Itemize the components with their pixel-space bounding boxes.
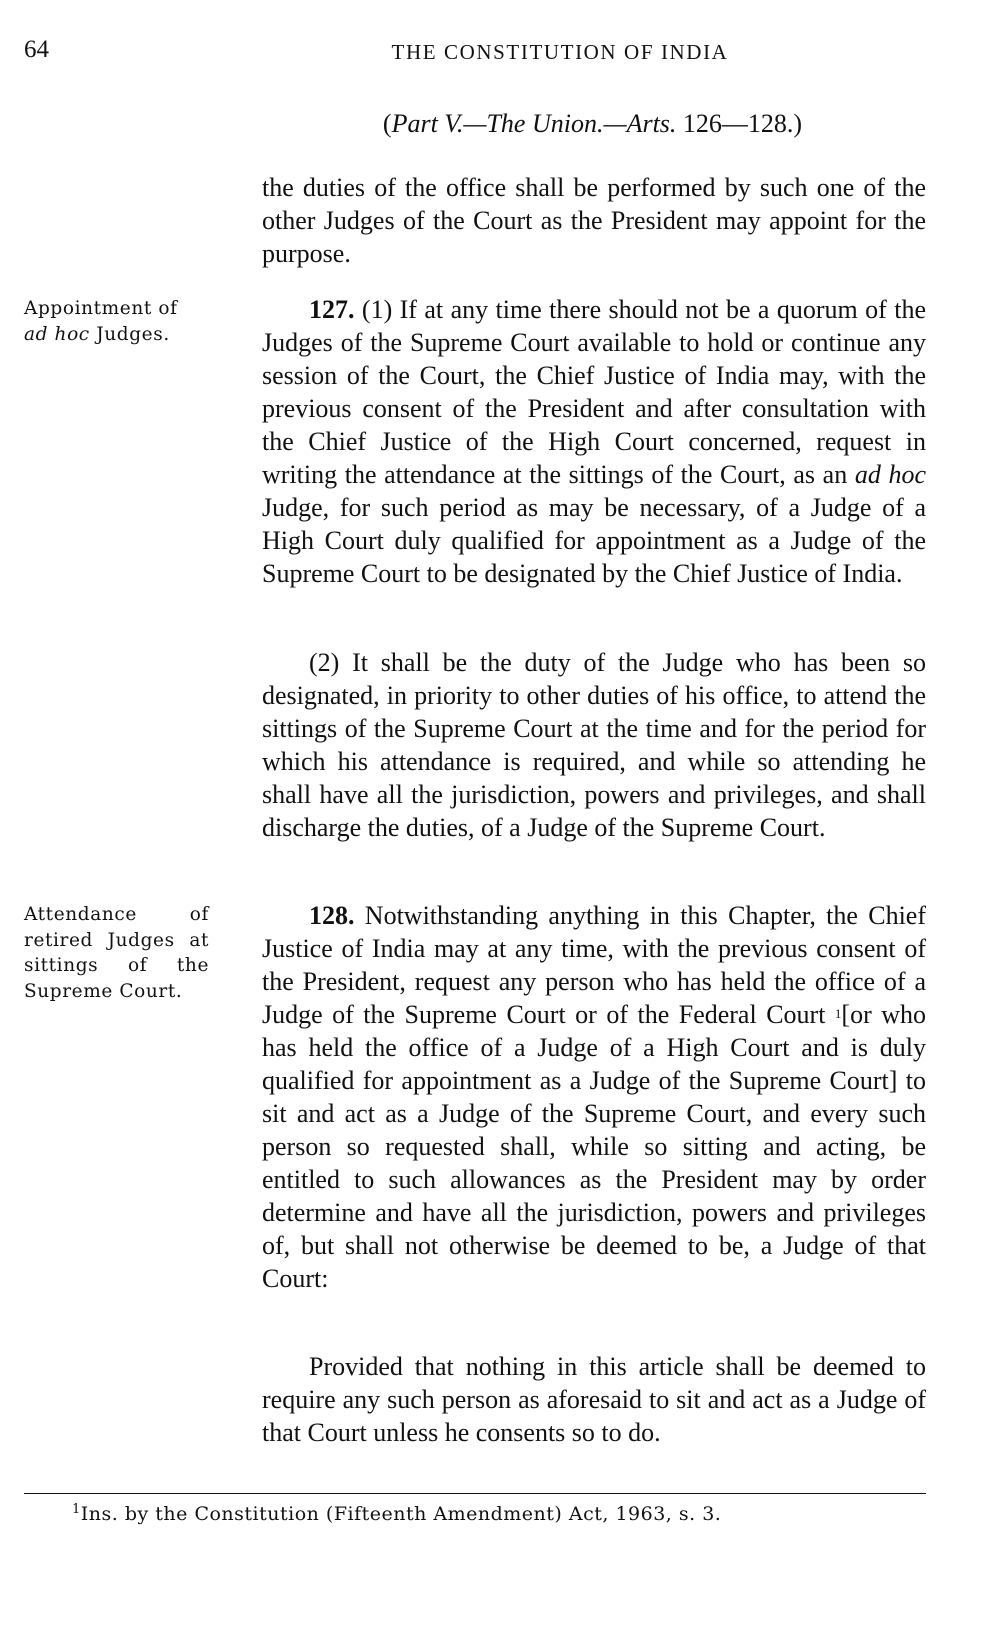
article-127-number: 127. <box>309 295 355 324</box>
part-heading-range: 126—128.) <box>676 109 803 138</box>
article-127-clause-2-block <box>262 646 926 844</box>
article-127-ad-hoc: ad hoc <box>854 460 926 489</box>
article-127 <box>262 293 926 590</box>
article-128-text-a: Notwithstanding anything in this Chapter, the Chief Justice of India may at any time, with the previous consent of the President, request any person who has held the office of a Judge of the Supreme Court or of the Federal Court <box>262 901 926 1029</box>
footnote-divider <box>24 1493 926 1494</box>
marginal-note-art128: Attendance of retired Judges at sittings of the Supreme Court. <box>24 904 209 1002</box>
marginal-127-italic: ad hoc <box>24 323 90 345</box>
marginal-note-art127 <box>24 296 209 347</box>
article-128-proviso: Provided that nothing in this article shall be deemed to require any such person as aforesaid to sit and act as a Judge of that Court unless he consents so to do. <box>262 1352 926 1447</box>
article-128-proviso-block <box>262 1350 926 1449</box>
article-127-clause-1 <box>262 293 926 590</box>
article-127-clause-1-a: (1) If at any time there should not be a quorum of the Judges of the Supreme Court available to hold or continue any session of the Court, the Chief Justice of India may, with the previous consent of the President and after consultation with the Chief Justice of the High Court concerned, request in writing the attendance at the sittings of the Court, as an <box>262 295 926 489</box>
article-128 <box>262 899 926 1295</box>
running-title: THE CONSTITUTION OF INDIA <box>391 40 729 64</box>
part-heading-open: ( <box>382 109 392 138</box>
article-127-clause-2: (2) It shall be the duty of the Judge who has been so designated, in priority to other duties of his office, to attend the sittings of the Supreme Court at the time and for the period for which his attendance is required, and while so attending he shall have all the jurisdiction, powers and privileges, and shall discharge the duties, of a Judge of the Supreme Court. <box>262 648 926 842</box>
part-heading <box>260 109 925 139</box>
footnote <box>72 1503 721 1525</box>
article-128-text <box>262 899 926 1295</box>
part-heading-part: Part V.—The Union.—Arts. <box>391 109 677 138</box>
article-127-clause-1-b: Judge, for such period as may be necessary, of a Judge of a High Court duly qualified for appointment as a Judge of the Supreme Court to be designated by the Chief Justice of India. <box>262 493 926 588</box>
page-number: 64 <box>24 36 49 63</box>
marginal-127-line2: Judges. <box>89 323 170 345</box>
continuation-paragraph <box>262 171 926 270</box>
marginal-127-line1: Appointment of <box>24 298 178 319</box>
footnote-text: Ins. by the Constitution (Fifteenth Amendment) Act, 1963, s. 3. <box>80 1503 722 1525</box>
article-128-number: 128. <box>309 901 355 930</box>
footnote-reference: 1 <box>834 1006 842 1021</box>
footnote-marker: 1 <box>72 1502 81 1517</box>
continuation-text: the duties of the office shall be performed by such one of the other Judges of the Court as the President may appoint for the purpose. <box>262 173 926 268</box>
article-128-text-b: [or who has held the office of a Judge of a High Court and is duly qualified for appointment as a Judge of the Supreme Court] to sit and act as a Judge of the Supreme Court, and every such person so requested shall, while so sitting and acting, be entitled to such allowances as the President may by order determine and have all the jurisdiction, powers and privileges of, but shall not otherwise be deemed to be, a Judge of that Court: <box>262 1000 926 1293</box>
